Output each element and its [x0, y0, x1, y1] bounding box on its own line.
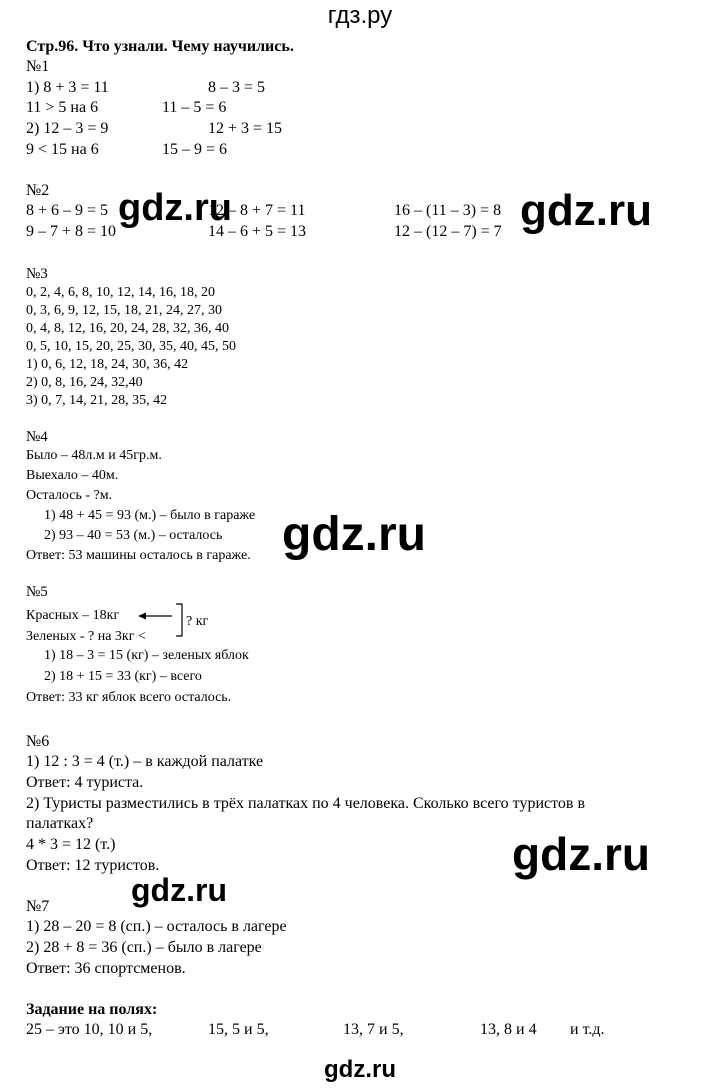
task-4-step: 2) 93 – 40 = 53 (м.) – осталось	[44, 528, 223, 543]
task-4-label: №4	[26, 429, 48, 445]
watermark: gdz.ru	[282, 508, 426, 561]
task-4-answer: Ответ: 53 машины осталось в гараже.	[26, 548, 251, 563]
task-6-line: палатках?	[26, 815, 94, 832]
task-4-condition: Выехало – 40м.	[26, 468, 119, 483]
task-3-line: 0, 5, 10, 15, 20, 25, 30, 35, 40, 45, 50	[26, 339, 236, 354]
task-2-line: 14 – 6 + 5 = 13	[208, 223, 307, 240]
task-1-line: 11 – 5 = 6	[162, 99, 227, 116]
watermark: gdz.ru	[118, 187, 232, 229]
task-5-label: №5	[26, 584, 48, 600]
task-5-total: ? кг	[186, 614, 209, 629]
task-2-line: 9 – 7 + 8 = 10	[26, 223, 117, 240]
task-4-condition: Было – 48л.м и 45гр.м.	[26, 448, 162, 463]
task-3-line: 0, 2, 4, 6, 8, 10, 12, 14, 16, 18, 20	[26, 285, 215, 300]
task-7-label: №7	[26, 898, 50, 915]
task-5-answer: Ответ: 33 кг яблок всего осталось.	[26, 690, 232, 705]
task-7-line: 2) 28 + 8 = 36 (сп.) – было в лагере	[26, 939, 262, 956]
watermark: gdz.ru	[520, 186, 652, 235]
site-header: гдз.ру	[327, 2, 393, 29]
task-5-step: 2) 18 + 15 = 33 (кг) – всего	[44, 669, 202, 684]
task-3-line: 1) 0, 6, 12, 18, 24, 30, 36, 42	[26, 357, 189, 372]
watermark: gdz.ru	[131, 872, 227, 908]
margin-task-title: Задание на полях:	[26, 1001, 158, 1018]
task-1-label: №1	[26, 58, 50, 75]
site-footer: gdz.ru	[324, 1056, 396, 1083]
task-1-line: 11 > 5 на 6	[26, 99, 99, 116]
task-6-line: 1) 12 : 3 = 4 (т.) – в каждой палатке	[26, 753, 264, 770]
task-6-line: 4 * 3 = 12 (т.)	[26, 836, 116, 853]
page-title: Стр.96. Что узнали. Чему научились.	[26, 38, 294, 55]
task-1-line: 12 + 3 = 15	[208, 120, 283, 137]
margin-task-part: и т.д.	[570, 1021, 605, 1038]
task-6-answer: Ответ: 12 туристов.	[26, 857, 160, 874]
margin-task-part: 15, 5 и 5,	[208, 1021, 269, 1038]
task-3-label: №3	[26, 266, 48, 282]
task-2-line: 12 – (12 – 7) = 7	[394, 223, 502, 240]
task-2-line: 12 – 8 + 7 = 11	[208, 202, 306, 219]
watermark: gdz.ru	[512, 828, 650, 880]
task-7-line: 1) 28 – 20 = 8 (сп.) – осталось в лагере	[26, 918, 287, 935]
task-3-line: 0, 4, 8, 12, 16, 20, 24, 28, 32, 36, 40	[26, 321, 229, 336]
task-4-step: 1) 48 + 45 = 93 (м.) – было в гараже	[44, 508, 256, 523]
task-6-answer: Ответ: 4 туриста.	[26, 774, 144, 791]
task-2-line: 8 + 6 – 9 = 5	[26, 202, 109, 219]
task-6-label: №6	[26, 733, 50, 750]
margin-task-part: 25 – это 10, 10 и 5,	[26, 1021, 153, 1038]
task-5-step: 1) 18 – 3 = 15 (кг) – зеленых яблок	[44, 648, 249, 663]
margin-task-part: 13, 7 и 5,	[343, 1021, 404, 1038]
task-1-line: 1) 8 + 3 = 11	[26, 79, 109, 96]
task-3-line: 0, 3, 6, 9, 12, 15, 18, 21, 24, 27, 30	[26, 303, 222, 318]
task-7-answer: Ответ: 36 спортсменов.	[26, 960, 186, 977]
task-1-line: 2) 12 – 3 = 9	[26, 120, 109, 137]
task-1-line: 8 – 3 = 5	[208, 79, 266, 96]
task-3-line: 2) 0, 8, 16, 24, 32,40	[26, 375, 143, 390]
margin-task-part: 13, 8 и 4	[480, 1021, 537, 1038]
task-1-line: 15 – 9 = 6	[162, 141, 228, 158]
task-3-line: 3) 0, 7, 14, 21, 28, 35, 42	[26, 393, 168, 408]
task-1-line: 9 < 15 на 6	[26, 141, 99, 158]
task-2-line: 16 – (11 – 3) = 8	[394, 202, 502, 219]
task-5-red: Красных – 18кг	[26, 608, 120, 623]
task-5-green: Зеленых - ? на 3кг <	[26, 629, 146, 644]
task-4-condition: Осталось - ?м.	[26, 488, 113, 503]
task-6-line: 2) Туристы разместились в трёх палатках по 4 человека. Сколько всего туристов в	[26, 795, 585, 812]
task-2-label: №2	[26, 182, 50, 199]
